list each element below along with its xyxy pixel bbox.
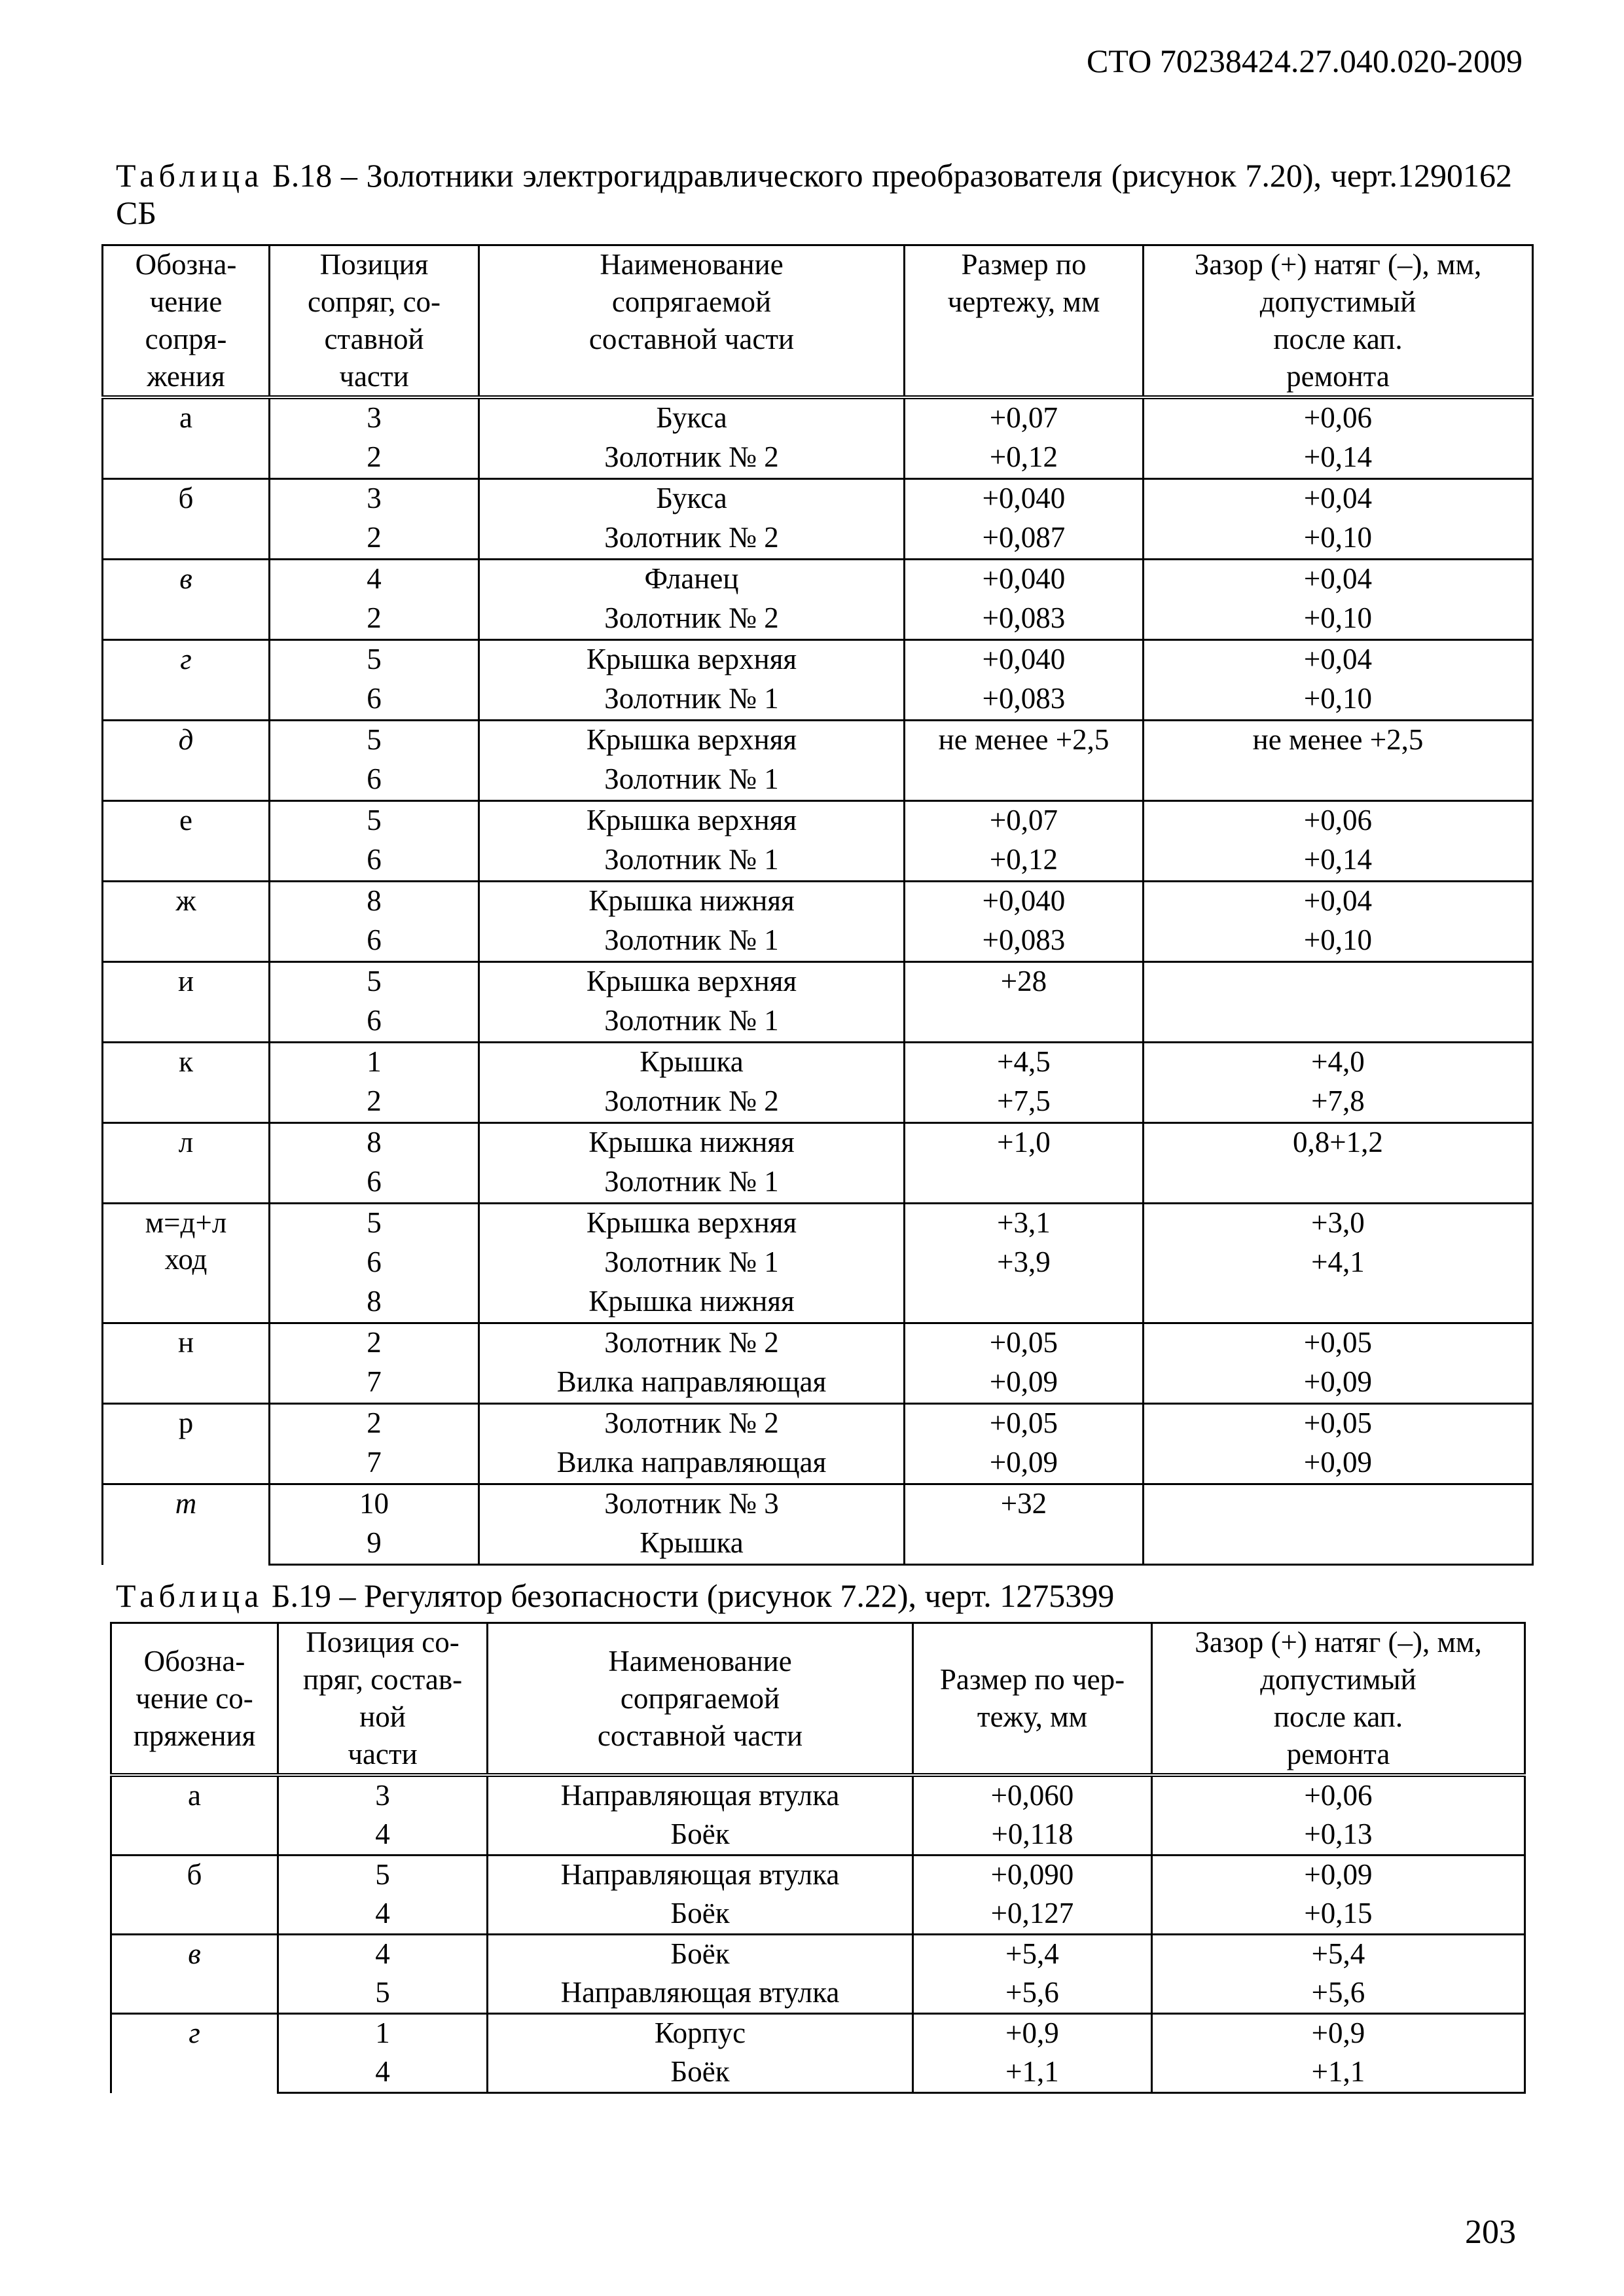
cell-size: +0,127 — [913, 1895, 1152, 1935]
cell-size: +0,083 — [905, 922, 1144, 962]
cell-code: м=д+л ход — [103, 1204, 270, 1323]
cell-code: б — [103, 479, 270, 560]
cell-size: +0,09 — [905, 1363, 1144, 1404]
cell-size: +0,060 — [913, 1775, 1152, 1816]
cell-position: 9 — [270, 1524, 479, 1565]
cell-position: 8 — [270, 1123, 479, 1164]
table-row — [103, 640, 1533, 681]
cell-name: Крышка верхняя — [479, 801, 905, 842]
table-row — [103, 1244, 1533, 1283]
table-row — [103, 962, 1533, 1003]
cell-position: 10 — [270, 1484, 479, 1525]
table-row — [103, 397, 1533, 439]
cell-gap: +0,15 — [1152, 1895, 1525, 1935]
cell-gap — [1144, 761, 1533, 801]
cell-code: е — [103, 801, 270, 882]
cell-name: Фланец — [479, 560, 905, 600]
cell-size: +28 — [905, 962, 1144, 1003]
cell-name: Золотник № 1 — [479, 841, 905, 882]
cell-gap: не менее +2,5 — [1144, 721, 1533, 761]
table1-header-gap: Зазор (+) натяг (–), мм, допустимый после кап. ремонта — [1144, 245, 1533, 398]
cell-size: +0,040 — [905, 560, 1144, 600]
cell-size: +0,083 — [905, 600, 1144, 640]
table-row — [103, 1002, 1533, 1043]
table-row — [103, 1163, 1533, 1204]
cell-gap: +0,04 — [1144, 479, 1533, 520]
table-row — [103, 1484, 1533, 1525]
table-row — [103, 1323, 1533, 1364]
cell-size: +5,4 — [913, 1935, 1152, 1975]
cell-name: Крышка нижняя — [479, 882, 905, 922]
cell-code: и — [103, 962, 270, 1043]
cell-code: ж — [103, 882, 270, 962]
table-row — [103, 1204, 1533, 1244]
cell-position: 2 — [270, 519, 479, 560]
cell-position: 5 — [270, 721, 479, 761]
cell-name: Золотник № 3 — [479, 1484, 905, 1525]
cell-position: 4 — [278, 1935, 488, 1975]
cell-name: Золотник № 1 — [479, 922, 905, 962]
cell-size: +1,0 — [905, 1123, 1144, 1164]
cell-position: 5 — [270, 962, 479, 1003]
cell-code: л — [103, 1123, 270, 1204]
cell-gap: +0,09 — [1144, 1363, 1533, 1404]
cell-gap: +0,04 — [1144, 640, 1533, 681]
cell-gap: +0,04 — [1144, 882, 1533, 922]
table1-caption-lead: Таблица — [116, 157, 264, 194]
table-row — [103, 1083, 1533, 1123]
cell-name: Крышка верхняя — [479, 640, 905, 681]
cell-name: Направляющая втулка — [488, 1856, 913, 1895]
cell-position: 4 — [278, 1895, 488, 1935]
table-row — [103, 1404, 1533, 1444]
cell-position: 3 — [270, 479, 479, 520]
cell-name: Золотник № 2 — [479, 1404, 905, 1444]
table-row — [103, 801, 1533, 842]
cell-code: а — [111, 1775, 278, 1856]
cell-gap: +0,09 — [1144, 1444, 1533, 1484]
cell-gap: +5,4 — [1152, 1935, 1525, 1975]
cell-size: +32 — [905, 1484, 1144, 1525]
cell-name: Боёк — [488, 1895, 913, 1935]
cell-code: р — [103, 1404, 270, 1484]
cell-size: +0,087 — [905, 519, 1144, 560]
cell-position: 8 — [270, 1283, 479, 1323]
table1-header-position: Позиция сопряг, со- ставной части — [270, 245, 479, 398]
cell-position: 8 — [270, 882, 479, 922]
cell-name: Вилка направляющая — [479, 1444, 905, 1484]
cell-name: Золотник № 1 — [479, 1163, 905, 1204]
cell-name: Боёк — [488, 1816, 913, 1856]
cell-gap: 0,8+1,2 — [1144, 1123, 1533, 1164]
cell-position: 6 — [270, 1002, 479, 1043]
cell-gap: +4,1 — [1144, 1244, 1533, 1283]
cell-size: +0,12 — [905, 841, 1144, 882]
cell-gap: +0,06 — [1144, 397, 1533, 439]
cell-gap: +0,10 — [1144, 680, 1533, 721]
cell-position: 4 — [278, 2053, 488, 2093]
cell-name: Боёк — [488, 2053, 913, 2093]
table-row — [103, 600, 1533, 640]
cell-name: Крышка верхняя — [479, 962, 905, 1003]
table-row — [103, 519, 1533, 560]
cell-name: Золотник № 2 — [479, 1323, 905, 1364]
cell-gap — [1144, 1002, 1533, 1043]
cell-size: +0,12 — [905, 439, 1144, 479]
cell-name: Золотник № 1 — [479, 1244, 905, 1283]
table-row — [103, 680, 1533, 721]
cell-size: +0,07 — [905, 397, 1144, 439]
cell-name: Золотник № 1 — [479, 1002, 905, 1043]
table-row — [103, 479, 1533, 520]
cell-position: 2 — [270, 1083, 479, 1123]
table2-header-name: Наименование сопрягаемой составной части — [488, 1623, 913, 1776]
cell-size: +0,040 — [905, 882, 1144, 922]
table-row — [103, 439, 1533, 479]
table-row — [103, 1363, 1533, 1404]
cell-code: в — [103, 560, 270, 640]
cell-name: Золотник № 2 — [479, 1083, 905, 1123]
cell-name: Букса — [479, 397, 905, 439]
cell-size: +0,9 — [913, 2014, 1152, 2054]
table1 — [101, 244, 1534, 1566]
cell-name: Направляющая втулка — [488, 1775, 913, 1816]
cell-position: 6 — [270, 680, 479, 721]
table-row — [111, 1935, 1525, 1975]
cell-size: +0,040 — [905, 640, 1144, 681]
cell-size: +5,6 — [913, 1974, 1152, 2014]
cell-size: +0,118 — [913, 1816, 1152, 1856]
cell-size: +3,9 — [905, 1244, 1144, 1283]
table2-caption-text: Б.19 – Регулятор безопасности (рисунок 7.22), черт. 1275399 — [263, 1577, 1115, 1614]
cell-name: Золотник № 2 — [479, 519, 905, 560]
cell-size: +0,05 — [905, 1323, 1144, 1364]
cell-position: 2 — [270, 1323, 479, 1364]
table2-header-gap: Зазор (+) натяг (–), мм, допустимый после кап. ремонта — [1152, 1623, 1525, 1776]
cell-name: Крышка нижняя — [479, 1283, 905, 1323]
table2-header-position: Позиция со- пряг, состав- ной части — [278, 1623, 488, 1776]
cell-name: Крышка — [479, 1524, 905, 1565]
cell-size: не менее +2,5 — [905, 721, 1144, 761]
cell-name: Золотник № 1 — [479, 761, 905, 801]
cell-gap: +0,05 — [1144, 1323, 1533, 1364]
cell-size — [905, 1524, 1144, 1565]
cell-position: 6 — [270, 841, 479, 882]
cell-position: 5 — [278, 1856, 488, 1895]
cell-gap: +0,9 — [1152, 2014, 1525, 2054]
cell-gap: +0,13 — [1152, 1816, 1525, 1856]
cell-position: 6 — [270, 761, 479, 801]
table2-header-size: Размер по чер- тежу, мм — [913, 1623, 1152, 1776]
cell-name: Золотник № 1 — [479, 680, 905, 721]
table-row — [111, 1895, 1525, 1935]
cell-code: д — [103, 721, 270, 801]
table-row — [103, 1123, 1533, 1164]
cell-gap — [1144, 1283, 1533, 1323]
cell-position: 5 — [270, 801, 479, 842]
cell-gap: +0,10 — [1144, 600, 1533, 640]
cell-position: 3 — [270, 397, 479, 439]
cell-size: +0,09 — [905, 1444, 1144, 1484]
cell-position: 6 — [270, 1244, 479, 1283]
cell-name: Направляющая втулка — [488, 1974, 913, 2014]
cell-size: +0,090 — [913, 1856, 1152, 1895]
cell-position: 6 — [270, 922, 479, 962]
table2-header-code: Обозна- чение со- пряжения — [111, 1623, 278, 1776]
cell-size: +0,05 — [905, 1404, 1144, 1444]
cell-gap: +4,0 — [1144, 1043, 1533, 1083]
cell-gap: +0,04 — [1144, 560, 1533, 600]
cell-gap: +0,06 — [1152, 1775, 1525, 1816]
table-row — [111, 2053, 1525, 2093]
cell-gap — [1144, 1484, 1533, 1525]
table1-header-name: Наименование сопрягаемой составной части — [479, 245, 905, 398]
table-row — [103, 882, 1533, 922]
table-row — [111, 1974, 1525, 2014]
table-row — [103, 560, 1533, 600]
cell-gap — [1144, 1524, 1533, 1565]
cell-size: +4,5 — [905, 1043, 1144, 1083]
cell-position: 3 — [278, 1775, 488, 1816]
cell-code: к — [103, 1043, 270, 1123]
table2-caption-lead: Таблица — [116, 1577, 264, 1614]
cell-size: +3,1 — [905, 1204, 1144, 1244]
cell-gap: +0,06 — [1144, 801, 1533, 842]
cell-position: 4 — [270, 560, 479, 600]
cell-name: Вилка направляющая — [479, 1363, 905, 1404]
cell-gap: +5,6 — [1152, 1974, 1525, 2014]
table-row — [103, 1444, 1533, 1484]
table2 — [110, 1622, 1526, 2094]
cell-name: Букса — [479, 479, 905, 520]
cell-name: Золотник № 2 — [479, 439, 905, 479]
cell-name: Крышка нижняя — [479, 1123, 905, 1164]
cell-code: б — [111, 1856, 278, 1935]
cell-position: 2 — [270, 600, 479, 640]
cell-code: г — [103, 640, 270, 721]
cell-code: а — [103, 397, 270, 479]
table-row — [103, 922, 1533, 962]
table1-header-row — [103, 245, 1533, 398]
table1-header-code: Обозна- чение сопря- жения — [103, 245, 270, 398]
table-row — [111, 1856, 1525, 1895]
cell-name: Крышка верхняя — [479, 1204, 905, 1244]
cell-position: 7 — [270, 1444, 479, 1484]
cell-name: Крышка верхняя — [479, 721, 905, 761]
cell-gap: +0,14 — [1144, 841, 1533, 882]
table-row — [103, 841, 1533, 882]
cell-gap: +0,05 — [1144, 1404, 1533, 1444]
cell-position: 5 — [270, 640, 479, 681]
cell-position: 5 — [278, 1974, 488, 2014]
cell-size — [905, 1283, 1144, 1323]
cell-size: +0,083 — [905, 680, 1144, 721]
table1-header-size: Размер по чертежу, мм — [905, 245, 1144, 398]
page-number: 203 — [1465, 2214, 1516, 2251]
table-row — [103, 1043, 1533, 1083]
cell-size — [905, 1163, 1144, 1204]
cell-name: Корпус — [488, 2014, 913, 2054]
cell-gap — [1144, 962, 1533, 1003]
cell-size — [905, 1002, 1144, 1043]
cell-code: г — [111, 2014, 278, 2093]
cell-name: Крышка — [479, 1043, 905, 1083]
table2-body — [111, 1775, 1525, 2093]
table-row — [103, 761, 1533, 801]
cell-code: т — [103, 1484, 270, 1565]
cell-size: +0,040 — [905, 479, 1144, 520]
table1-body — [103, 397, 1533, 1565]
cell-position: 1 — [278, 2014, 488, 2054]
cell-position: 2 — [270, 1404, 479, 1444]
cell-code: н — [103, 1323, 270, 1404]
table-row — [103, 1524, 1533, 1565]
cell-code: в — [111, 1935, 278, 2014]
cell-gap: +0,14 — [1144, 439, 1533, 479]
cell-size: +1,1 — [913, 2053, 1152, 2093]
table-row — [111, 2014, 1525, 2054]
table-row — [103, 721, 1533, 761]
cell-gap: +0,09 — [1152, 1856, 1525, 1895]
cell-gap: +0,10 — [1144, 519, 1533, 560]
cell-name: Боёк — [488, 1935, 913, 1975]
cell-size: +7,5 — [905, 1083, 1144, 1123]
cell-position: 4 — [278, 1816, 488, 1856]
cell-size: +0,07 — [905, 801, 1144, 842]
table-row — [103, 1283, 1533, 1323]
cell-position: 5 — [270, 1204, 479, 1244]
table2-caption — [116, 1577, 1114, 1615]
cell-gap — [1144, 1163, 1533, 1204]
cell-name: Золотник № 2 — [479, 600, 905, 640]
table1-caption — [116, 157, 1512, 232]
cell-gap: +3,0 — [1144, 1204, 1533, 1244]
cell-position: 1 — [270, 1043, 479, 1083]
cell-gap: +7,8 — [1144, 1083, 1533, 1123]
table1-caption-text: Б.18 – Золотники электрогидравлического преобразователя (рисунок 7.20), черт.1290162 СБ — [116, 157, 1512, 231]
cell-position: 7 — [270, 1363, 479, 1404]
table-row — [111, 1816, 1525, 1856]
cell-position: 2 — [270, 439, 479, 479]
table-row — [111, 1775, 1525, 1816]
cell-gap: +0,10 — [1144, 922, 1533, 962]
cell-size — [905, 761, 1144, 801]
cell-position: 6 — [270, 1163, 479, 1204]
table2-header-row — [111, 1623, 1525, 1776]
cell-gap: +1,1 — [1152, 2053, 1525, 2093]
document-code: СТО 70238424.27.040.020-2009 — [1087, 43, 1523, 79]
